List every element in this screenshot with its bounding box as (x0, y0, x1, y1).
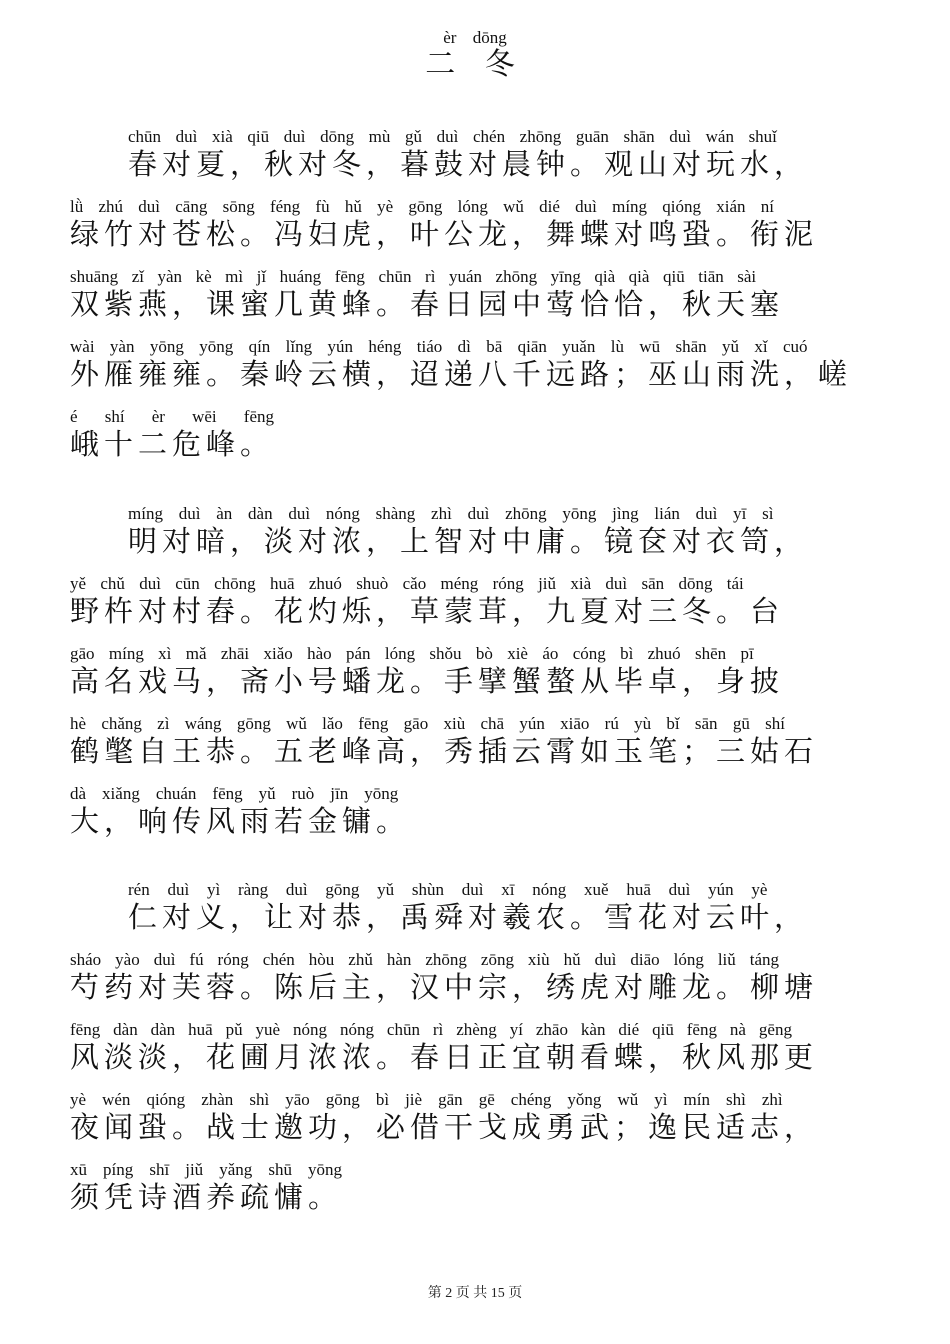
pinyin-line: yè wén qióng zhàn shì yāo gōng bì jiè gān gē chéng yǒng wǔ yì mín shì zhì (70, 1090, 783, 1109)
text-line (70, 1159, 885, 1229)
pinyin-line: dà xiǎng chuán fēng yǔ ruò jīn yōng (70, 784, 399, 803)
pinyin-line: fēng dàn dàn huā pǔ yuè nóng nóng chūn rì zhèng yí zhāo kàn dié qiū fēng nà gēng (70, 1020, 792, 1039)
pinyin-line: é shí èr wēi fēng (70, 407, 275, 426)
hanzi-line: 须凭诗酒养疏慵。 (70, 1180, 343, 1214)
text-line (70, 949, 885, 1019)
pinyin-line: sháo yào duì fú róng chén hòu zhǔ hàn zhōng zōng xiù hǔ duì diāo lóng liǔ táng (70, 950, 780, 969)
hanzi-line: 春对夏，秋对冬，暮鼓对晨钟。观山对玩水， (128, 147, 809, 181)
text-line (70, 879, 885, 949)
paragraph-3 (70, 879, 885, 1229)
text-line (70, 503, 885, 573)
pinyin-line: lǜ zhú duì cāng sōng féng fù hǔ yè gōng lóng wǔ dié duì míng qióng xián ní (70, 197, 775, 216)
text-line (70, 573, 885, 643)
hanzi-line: 夜闻蛩。战士邀功，必借干戈成勇武；逸民适志， (70, 1110, 819, 1144)
text-line (70, 266, 885, 336)
title-pinyin: èr dōng (443, 28, 507, 47)
pinyin-line: gāo míng xì mǎ zhāi xiǎo hào pán lóng shǒu bò xiè áo cóng bì zhuó shēn pī (70, 644, 754, 663)
hanzi-line: 绿竹对苍松。冯妇虎，叶公龙，舞蝶对鸣蛩。衔泥 (70, 217, 819, 251)
pinyin-line: rén duì yì ràng duì gōng yǔ shùn duì xī nóng xuě huā duì yún yè (128, 880, 768, 899)
pinyin-line: shuāng zǐ yàn kè mì jǐ huáng fēng chūn rì yuán zhōng yīng qià qià qiū tiān sài (70, 267, 757, 286)
hanzi-line: 仁对义，让对恭，禹舜对羲农。雪花对云叶， (128, 900, 809, 934)
paragraph-1 (70, 126, 885, 476)
text-line (70, 783, 885, 853)
title-hanzi: 二 冬 (425, 47, 525, 82)
pinyin-line: yě chǔ duì cūn chōng huā zhuó shuò cǎo méng róng jiǔ xià duì sān dōng tái (70, 574, 744, 593)
hanzi-line: 高名戏马，斋小号蟠龙。手擘蟹螯从毕卓，身披 (70, 664, 785, 698)
text-line (70, 196, 885, 266)
hanzi-line: 鹤氅自王恭。五老峰高，秀插云霄如玉笔；三姑石 (70, 734, 819, 768)
text-line (70, 336, 885, 406)
paragraph-2 (70, 503, 885, 853)
hanzi-line: 明对暗，淡对浓，上智对中庸。镜奁对衣笥， (128, 524, 809, 558)
hanzi-line: 峨十二危峰。 (70, 427, 275, 461)
hanzi-line: 风淡淡，花圃月浓浓。春日正宜朝看蝶，秋风那更 (70, 1040, 819, 1074)
hanzi-line: 野杵对村舂。花灼烁，草蒙茸，九夏对三冬。台 (70, 594, 785, 628)
text-line (70, 1019, 885, 1089)
pinyin-line: míng duì àn dàn duì nóng shàng zhì duì zhōng yōng jìng lián duì yī sì (128, 504, 774, 523)
poem-title (0, 28, 950, 82)
text-line (70, 1089, 885, 1159)
text-line (70, 406, 885, 476)
pinyin-line: chūn duì xià qiū duì dōng mù gǔ duì chén zhōng guān shān duì wán shuǐ (128, 127, 777, 146)
pinyin-line: wài yàn yōng yōng qín lǐng yún héng tiáo dì bā qiān yuǎn lù wū shān yǔ xǐ cuó (70, 337, 808, 356)
pinyin-line: xū píng shī jiǔ yǎng shū yōng (70, 1160, 343, 1179)
hanzi-line: 双紫燕，课蜜几黄蜂。春日园中莺恰恰，秋天塞 (70, 287, 785, 321)
hanzi-line: 外雁雍雍。秦岭云横，迢递八千远路；巫山雨洗，嵯 (70, 357, 853, 391)
text-line (70, 126, 885, 196)
text-line (70, 643, 885, 713)
hanzi-line: 大，响传风雨若金镛。 (70, 804, 411, 838)
page-footer: 第 2 页 共 15 页 (427, 1286, 523, 1301)
pinyin-line: hè chǎng zì wáng gōng wǔ lǎo fēng gāo xiù chā yún xiāo rú yù bǐ sān gū shí (70, 714, 785, 733)
hanzi-line: 芍药对芙蓉。陈后主，汉中宗，绣虎对雕龙。柳塘 (70, 970, 819, 1004)
text-line (70, 713, 885, 783)
